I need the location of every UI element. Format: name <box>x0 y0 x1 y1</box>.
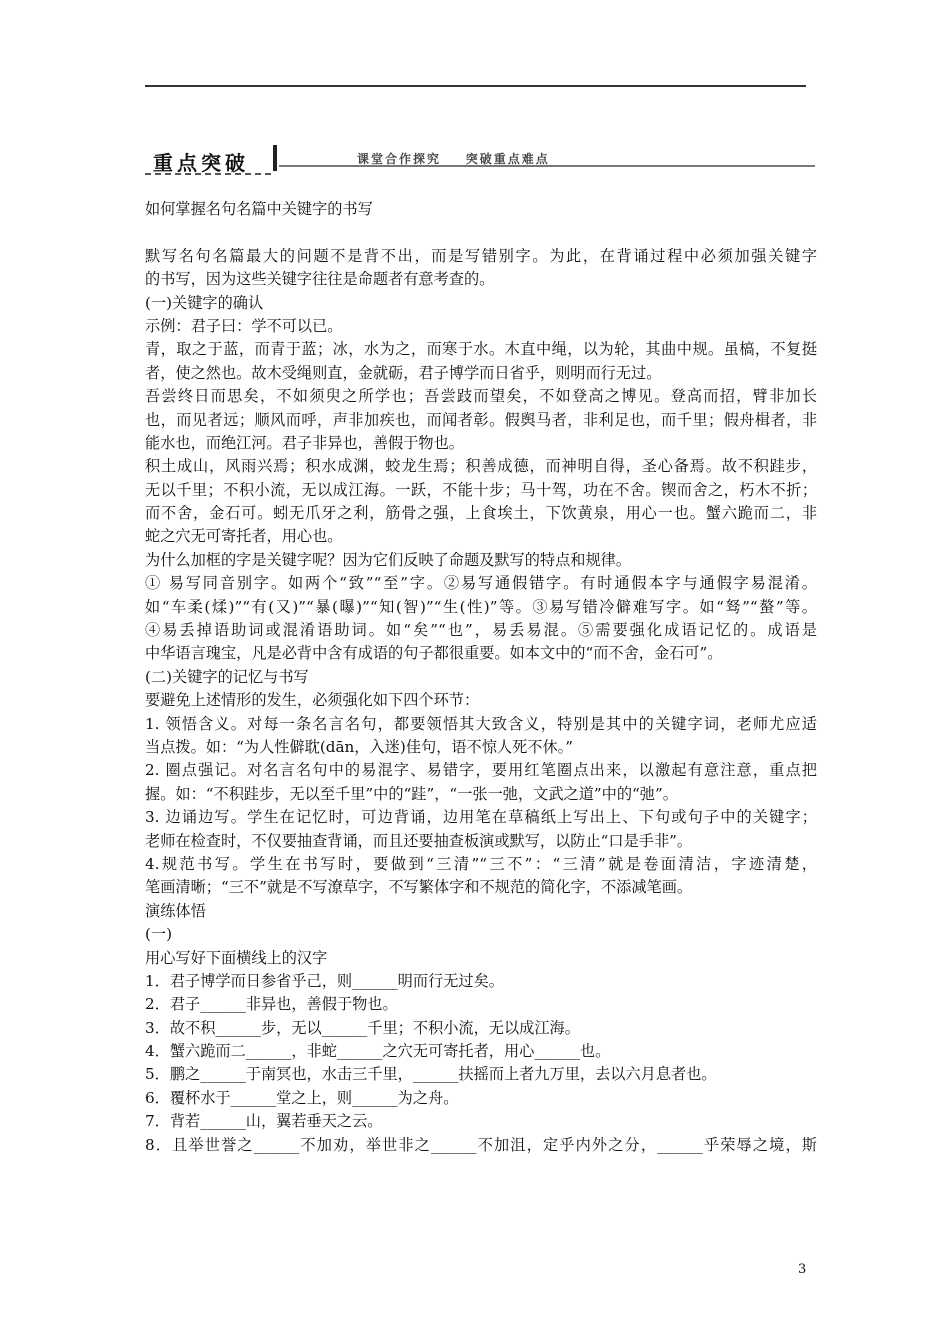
example-line: 也，而见者远；顺风而呼，声非加疾也，而闻者彰。假舆马者，非利足也，而千里；假舟楫者，非 <box>145 410 817 429</box>
example-line: 青，取之于蓝，而青于蓝；冰，水为之，而寒于水。木直中绳，以为轮，其曲中规。虽槁，不复挺 <box>145 340 817 359</box>
exercise-item: 5．鹏之______于南冥也，水击三千里，______扶摇而上者九万里，去以六月息者也。 <box>145 1065 717 1084</box>
banner-dashed-underline <box>145 173 271 175</box>
practice-part: (一) <box>145 925 173 944</box>
step-line: 当点拨。如：“为人性僻耽(dān，入迷)佳句，语不惊人死不休。” <box>145 737 574 756</box>
article-heading: 如何掌握名句名篇中关键字的书写 <box>145 200 373 218</box>
example-line: 能水也，而绝江河。君子非异也，善假于物也。 <box>145 433 464 452</box>
document-body <box>145 198 817 1157</box>
intro-line: 默写名句名篇最大的问题不是背不出，而是写错别字。为此，在背诵过程中必须加强关键字 <box>145 246 817 265</box>
section-intro: 要避免上述情形的发生，必须强化如下四个环节： <box>145 691 480 710</box>
step-line: 4.规范书写。学生在书写时，要做到“三清”“三不”：“三清”就是卷面清洁，字迹清楚， <box>145 854 817 873</box>
section-banner <box>145 145 815 177</box>
practice-instruction: 用心写好下面横线上的汉字 <box>145 948 328 967</box>
exercise-item: 4．蟹六跪而二______，非蛇______之穴无可寄托者，用心______也。 <box>145 1042 611 1061</box>
analysis-line: 如“车柔(煣)”“有(又)”“暴(曝)”“知(智)”“生(性)”等。③易写错冷僻难写字。如“驽”“螯”等。 <box>145 597 817 616</box>
step-line: 3. 边诵边写。学生在记忆时，可边背诵，边用笔在草稿纸上写出上、下句或句子中的关键字； <box>145 808 817 827</box>
step-line: 笔画清晰；“三不”就是不写潦草字，不写繁体字和不规范的简化字，不添减笔画。 <box>145 878 693 897</box>
header-rule <box>145 85 806 87</box>
analysis-line: 中华语言瑰宝，凡是必背中含有成语的句子都很重要。如本文中的“而不舍，金石可”。 <box>145 644 723 663</box>
section-title: (二)关键字的记忆与书写 <box>145 667 309 686</box>
step-line: 2. 圈点强记。对名言名句中的易混字、易错字，要用红笔圈点出来，以激起有意注意，重点把 <box>145 761 817 780</box>
exercise-item: 2．君子______非异也，善假于物也。 <box>145 995 398 1014</box>
section-title: (一)关键字的确认 <box>145 293 264 312</box>
example-line: 无以千里；不积小流，无以成江海。一跃，不能十步；马十驾，功在不舍。锲而舍之，朽木不折； <box>145 480 817 499</box>
analysis-line: ④易丢掉语助词或混淆语助词。如“矣”“也”，易丢易混。⑤需要强化成语记忆的。成语是 <box>145 621 817 640</box>
page-number: 3 <box>798 1262 807 1277</box>
example-line: 积土成山，风雨兴焉；积水成渊，蛟龙生焉；积善成德，而神明自得，圣心备焉。故不积跬步， <box>145 457 817 476</box>
exercise-item: 7．背若______山，翼若垂天之云。 <box>145 1112 383 1131</box>
spacer <box>145 221 817 244</box>
practice-title: 演练体悟 <box>145 901 206 920</box>
analysis-line: 为什么加框的字是关键字呢？因为它们反映了命题及默写的特点和规律。 <box>145 550 631 569</box>
banner-subtitle: 课堂合作探究 突破重点难点 <box>357 152 550 166</box>
banner-divider-bar <box>273 145 277 171</box>
analysis-line: ① 易写同音别字。如两个“致”“至”字。②易写通假错字。有时通假本字与通假字易混淆。 <box>145 574 817 593</box>
example-line: 吾尝终日而思矣，不如须臾之所学也；吾尝跂而望矣，不如登高之博见。登高而招，臂非加长 <box>145 387 817 406</box>
example-line: 蛇之穴无可寄托者，用心也。 <box>145 527 343 546</box>
example-label: 示例：君子曰：学不可以已。 <box>145 316 343 335</box>
step-line: 握。如：“不积跬步，无以至千里”中的“跬”，“一张一弛，文武之道”中的“弛”。 <box>145 784 678 803</box>
example-line: 者，使之然也。故木受绳则直，金就砺，君子博学而日省乎，则明而行无过。 <box>145 363 662 382</box>
intro-line: 的书写，因为这些关键字往往是命题者有意考查的。 <box>145 270 495 289</box>
exercise-item: 6．覆杯水于______堂之上，则______为之舟。 <box>145 1088 459 1107</box>
exercise-item: 1．君子博学而日参省乎己，则______明而行无过矣。 <box>145 971 504 990</box>
banner-title: 重点突破 <box>153 151 249 175</box>
exercise-item: 3．故不积______步，无以______千里；不积小流，无以成江海。 <box>145 1018 580 1037</box>
step-line: 老师在检查时，不仅要抽查背诵，而且还要抽查板演或默写，以防止“口是手非”。 <box>145 831 693 850</box>
example-line: 而不舍，金石可。蚓无爪牙之利，筋骨之强，上食埃土，下饮黄泉，用心一也。蟹六跪而二，非 <box>145 504 817 523</box>
exercise-item: 8．且举世誉之______不加劝，举世非之______不加沮，定乎内外之分，______乎荣辱之境，斯 <box>145 1135 817 1154</box>
step-line: 1. 领悟含义。对每一条名言名句，都要领悟其大致含义，特别是其中的关键字词，老师尤应适 <box>145 714 817 733</box>
